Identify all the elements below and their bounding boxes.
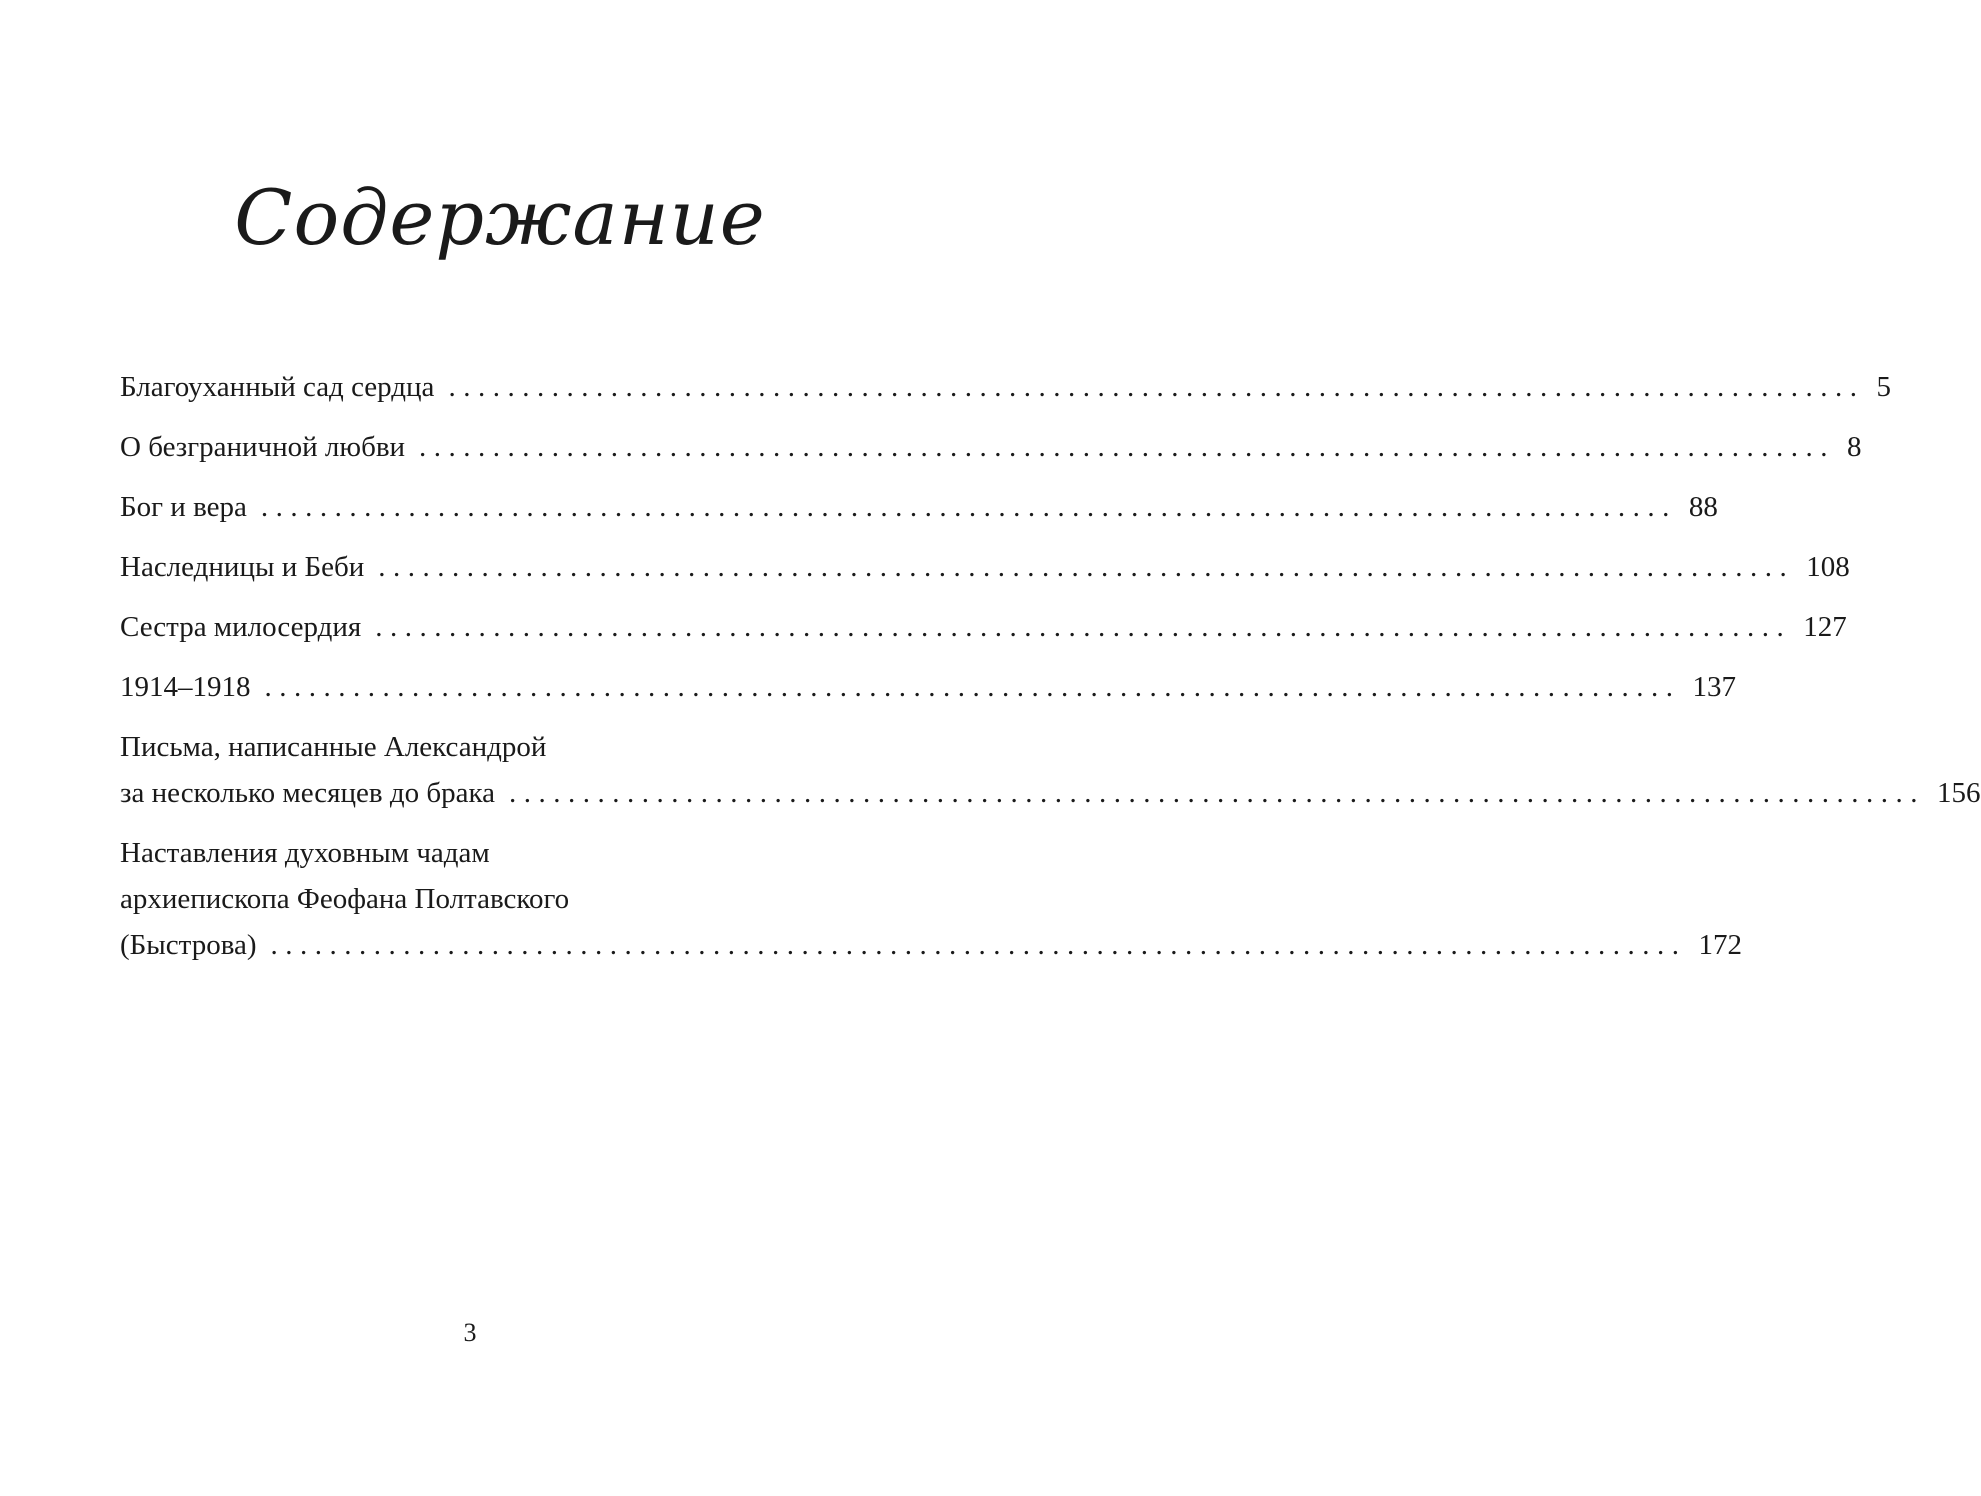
toc-entry-row (120, 604, 1847, 650)
toc-entry[interactable] (120, 724, 1981, 816)
page-number: 3 (463, 1318, 477, 1347)
toc-entry[interactable] (120, 830, 1743, 968)
toc-entry-page-number: 108 (1806, 551, 1850, 583)
toc-entry-row (120, 664, 1736, 710)
toc-entry-page-number: 127 (1803, 611, 1847, 643)
page-title: Содержание (234, 173, 766, 262)
toc-entry[interactable] (120, 484, 1718, 530)
toc-entry-title-line: Наставления духовным чадам (120, 837, 490, 869)
toc-entry-title: Наследницы и Беби (120, 551, 365, 583)
toc-entry-page-number: 156 (1937, 777, 1981, 809)
toc-entry-row (120, 484, 1718, 530)
table-of-contents (120, 364, 1981, 982)
dot-leader: ................................................................................................ (260, 491, 1677, 523)
dot-leader: ................................................................................................ (419, 431, 1836, 463)
toc-entry[interactable] (120, 664, 1736, 710)
toc-entry-page-number: 88 (1688, 491, 1718, 523)
toc-entry-title: Сестра милосердия (120, 611, 362, 643)
toc-entry-title: Благоуханный сад сердца (120, 371, 435, 403)
toc-entry-page-number: 5 (1876, 371, 1891, 403)
dot-leader: ................................................................................................ (270, 929, 1687, 961)
dot-leader: ................................................................................................ (375, 611, 1792, 643)
toc-entry-title: за несколько месяцев до брака (120, 777, 496, 809)
toc-entry-row (120, 424, 1862, 470)
dot-leader: ................................................................................................ (448, 371, 1865, 403)
dot-leader: ................................................................................................ (378, 551, 1795, 583)
toc-entry-title: (Быстрова) (120, 929, 257, 961)
toc-entry-row (120, 544, 1850, 590)
toc-entry-title-line: Письма, написанные Александрой (120, 731, 547, 763)
toc-entry-title: 1914–1918 (120, 671, 251, 703)
toc-entry-row (120, 770, 1981, 816)
toc-entry-row (120, 922, 1743, 968)
toc-entry-title: Бог и вера (120, 491, 247, 523)
toc-entry-row (120, 364, 1891, 410)
toc-entry-page-number: 8 (1847, 431, 1862, 463)
toc-entry[interactable] (120, 424, 1862, 470)
toc-entry-page-number: 137 (1692, 671, 1736, 703)
toc-entry[interactable] (120, 364, 1891, 410)
dot-leader: ................................................................................................ (264, 671, 1681, 703)
toc-entry[interactable] (120, 544, 1850, 590)
toc-entry-title-line: архиепископа Феофана Полтавского (120, 883, 570, 915)
toc-entry[interactable] (120, 604, 1847, 650)
toc-entry-page-number: 172 (1698, 929, 1743, 961)
dot-leader: ................................................................................................ (509, 777, 1926, 809)
toc-entry-title: О безграничной любви (120, 431, 406, 463)
